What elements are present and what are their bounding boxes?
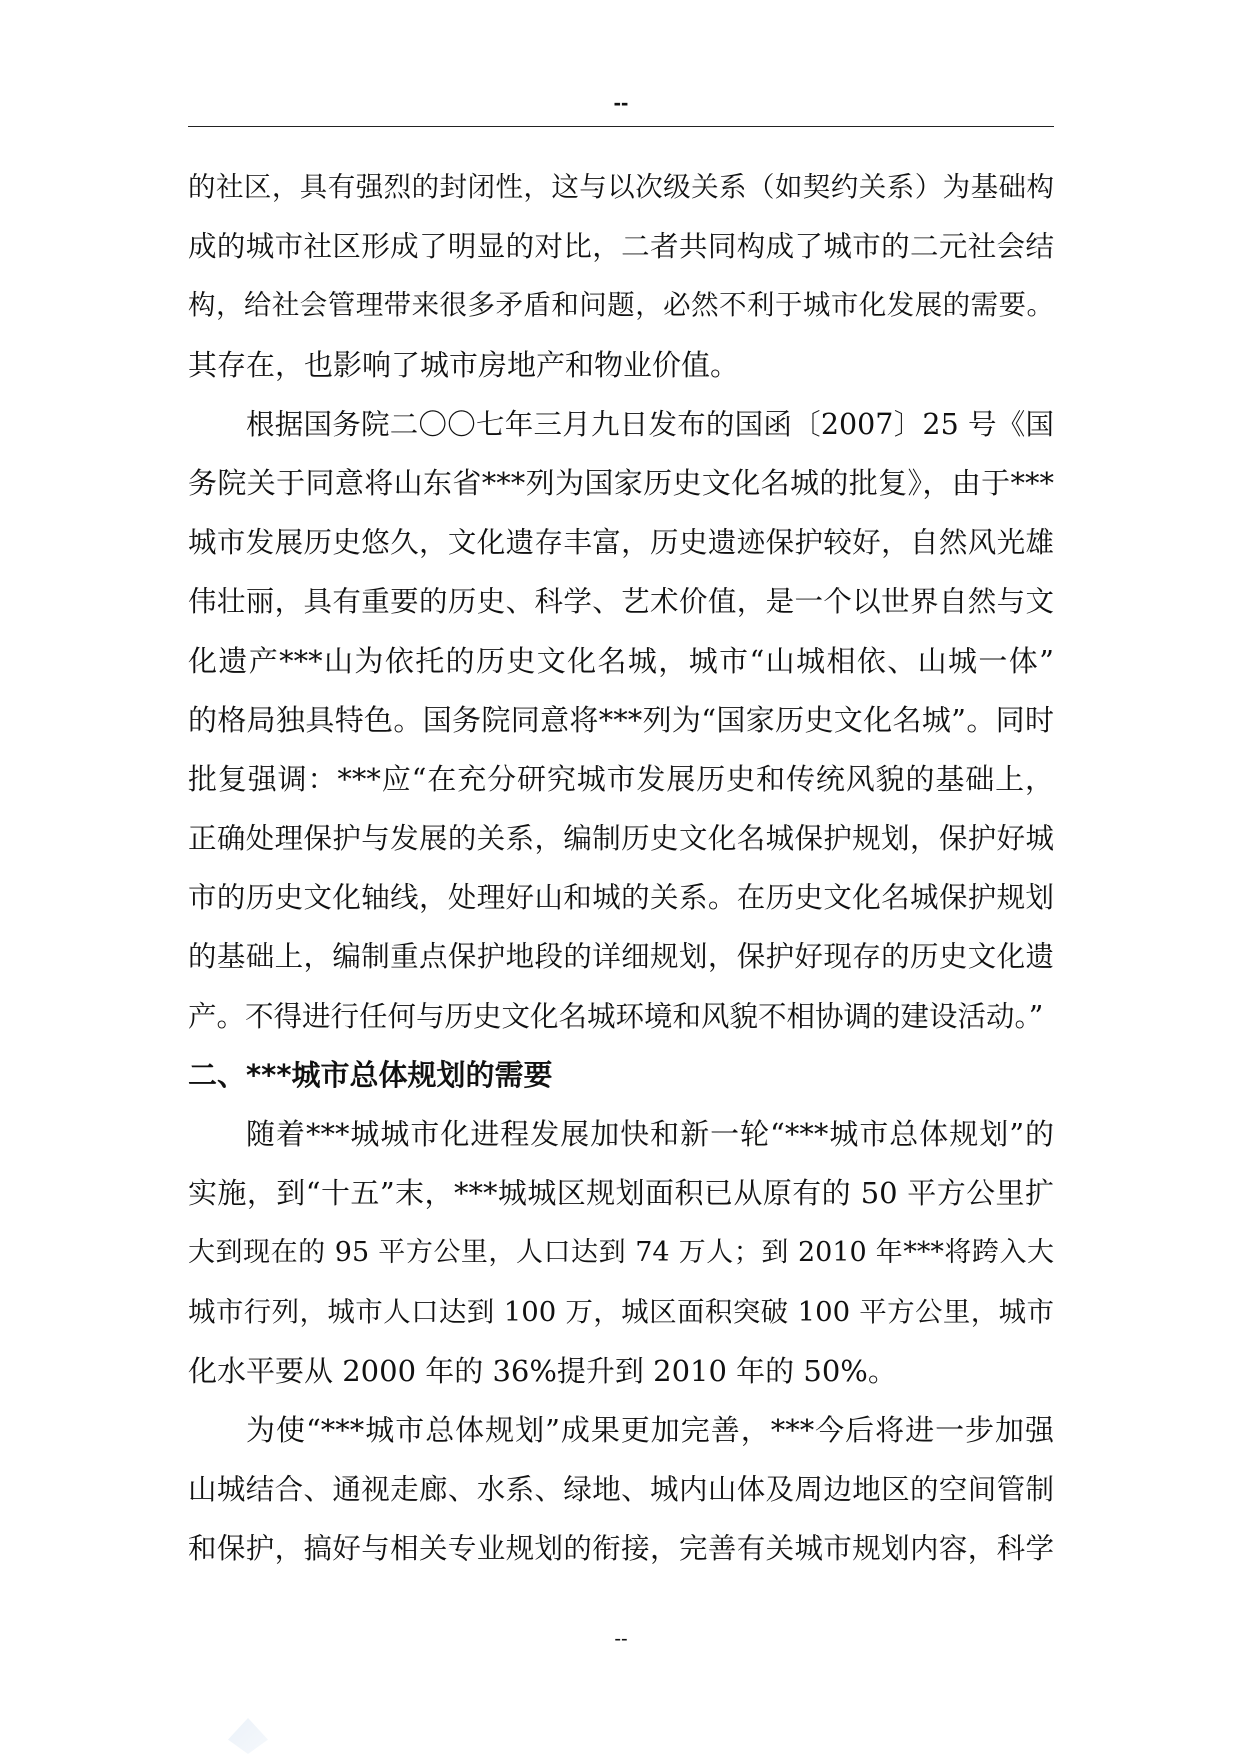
text-line: 根据国务院二〇〇七年三月九日发布的国函〔2007〕25 号《国 <box>246 407 1054 441</box>
text-line: 伟壮丽，具有重要的历史、科学、艺术价值，是一个以世界自然与文 <box>188 585 1054 619</box>
text-line: 批复强调：***应“在充分研究城市发展历史和传统风貌的基础上， <box>188 761 1054 796</box>
text-line: 城市行列，城市人口达到 100 万，城区面积突破 100 平方公里，城市 <box>188 1295 1054 1328</box>
text-line: 构，给社会管理带来很多矛盾和问题，必然不利于城市化发展的需要。 <box>188 289 1054 322</box>
text-line: 大到现在的 95 平方公里，人口达到 74 万人；到 2010 年***将跨入大 <box>188 1237 1054 1269</box>
section-heading: 二、***城市总体规划的需要 <box>188 1057 553 1092</box>
text-line: 随着***城城市化进程发展加快和新一轮“***城市总体规划”的 <box>246 1117 1054 1151</box>
text-line: 产。不得进行任何与历史文化名城环境和风貌不相协调的建设活动。” <box>188 999 1044 1033</box>
text-line: 和保护，搞好与相关专业规划的衔接，完善有关城市规划内容，科学 <box>188 1532 1054 1566</box>
text-line: 实施，到“十五”末，***城城区规划面积已从原有的 50 平方公里扩 <box>188 1176 1054 1211</box>
paragraph-4 <box>188 1401 1054 1579</box>
text-line: 其存在，也影响了城市房地产和物业价值。 <box>188 347 740 382</box>
text-line: 务院关于同意将山东省***列为国家历史文化名城的批复》，由于*** <box>188 465 1054 500</box>
text-line: 化遗产***山为依托的历史文化名城，城市“山城相依、山城一体” <box>188 643 1054 678</box>
paragraph-3 <box>188 1105 1054 1401</box>
text-line: 的社区，具有强烈的封闭性，这与以次级关系（如契约关系）为基础构 <box>188 171 1054 203</box>
text-line: 正确处理保护与发展的关系，编制历史文化名城保护规划，保护好城 <box>188 822 1054 856</box>
document-body <box>188 158 1054 1579</box>
text-line: 山城结合、通视走廊、水系、绿地、城内山体及周边地区的空间管制 <box>188 1473 1054 1507</box>
text-line: 化水平要从 2000 年的 36%提升到 2010 年的 50%。 <box>188 1353 897 1388</box>
text-line: 成的城市社区形成了明显的对比，二者共同构成了城市的二元社会结 <box>188 230 1054 264</box>
text-line: 为使“***城市总体规划”成果更加完善，***今后将进一步加强 <box>246 1412 1054 1447</box>
header-divider <box>188 126 1054 127</box>
text-line: 的格局独具特色。国务院同意将***列为“国家历史文化名城”。同时 <box>188 702 1054 737</box>
watermark-logo <box>228 1718 268 1754</box>
text-line: 城市发展历史悠久，文化遗存丰富，历史遗迹保护较好，自然风光雄 <box>188 526 1054 560</box>
paragraph-1 <box>188 158 1054 395</box>
text-line: 的基础上，编制重点保护地段的详细规划，保护好现存的历史文化遗 <box>188 940 1054 974</box>
page-footer-mark: -- <box>614 1628 628 1650</box>
paragraph-2 <box>188 395 1054 1046</box>
text-line: 市的历史文化轴线，处理好山和城的关系。在历史文化名城保护规划 <box>188 881 1054 915</box>
page-header-mark: -- <box>613 90 629 115</box>
